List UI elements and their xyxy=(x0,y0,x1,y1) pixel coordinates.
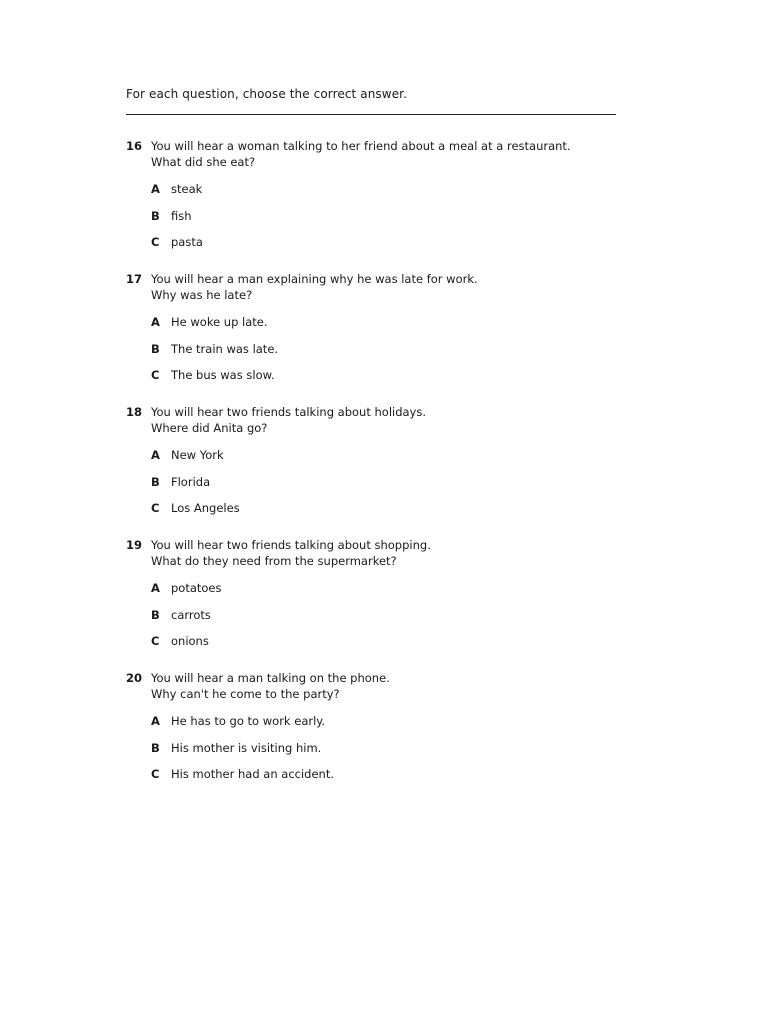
option-text: His mother had an accident. xyxy=(171,767,334,781)
option-b[interactable] xyxy=(151,740,646,756)
question-number: 16 xyxy=(126,139,143,153)
question-context: You will hear a woman talking to her friend about a meal at a restaurant. xyxy=(151,139,571,153)
question-20 xyxy=(126,670,646,793)
option-letter: B xyxy=(151,474,160,489)
option-a[interactable] xyxy=(151,713,646,729)
question-prompt xyxy=(151,404,646,436)
option-letter: C xyxy=(151,767,160,781)
question-prompt xyxy=(151,271,646,303)
question-ask: Why can't he come to the party? xyxy=(151,687,340,701)
question-context: You will hear a man explaining why he was late for work. xyxy=(151,272,478,286)
option-letter: B xyxy=(151,607,160,622)
option-text: Los Angeles xyxy=(171,501,240,515)
option-letter: C xyxy=(151,501,160,515)
answer-options xyxy=(151,580,646,649)
option-text: steak xyxy=(171,182,203,196)
question-number: 20 xyxy=(126,671,143,685)
option-c[interactable] xyxy=(151,234,646,250)
question-prompt xyxy=(151,138,646,170)
option-letter: A xyxy=(151,315,160,329)
option-a[interactable] xyxy=(151,181,646,197)
answer-options xyxy=(151,314,646,383)
question-ask: What do they need from the supermarket? xyxy=(151,554,397,568)
question-number: 17 xyxy=(126,272,143,286)
option-letter: C xyxy=(151,235,160,249)
option-letter: B xyxy=(151,740,160,755)
option-text: pasta xyxy=(171,235,203,249)
question-19 xyxy=(126,537,646,660)
option-b[interactable] xyxy=(151,474,646,490)
question-number: 19 xyxy=(126,538,143,552)
option-text: potatoes xyxy=(171,581,222,595)
answer-options xyxy=(151,713,646,782)
option-b[interactable] xyxy=(151,208,646,224)
option-letter: B xyxy=(151,341,160,356)
option-text: fish xyxy=(171,208,192,223)
question-context: You will hear two friends talking about shopping. xyxy=(151,538,431,552)
option-letter: C xyxy=(151,368,160,382)
question-header xyxy=(126,670,646,702)
option-a[interactable] xyxy=(151,314,646,330)
horizontal-rule xyxy=(126,114,616,115)
question-18 xyxy=(126,404,646,527)
option-letter: B xyxy=(151,208,160,223)
option-text: He has to go to work early. xyxy=(171,714,326,728)
option-text: The train was late. xyxy=(171,341,279,356)
option-letter: A xyxy=(151,448,160,462)
option-letter: C xyxy=(151,634,160,648)
question-prompt xyxy=(151,537,646,569)
instruction-text: For each question, choose the correct answer. xyxy=(126,87,408,101)
question-context: You will hear two friends talking about holidays. xyxy=(151,405,427,419)
option-a[interactable] xyxy=(151,447,646,463)
option-a[interactable] xyxy=(151,580,646,596)
option-text: New York xyxy=(171,448,224,462)
option-text: onions xyxy=(171,634,209,648)
question-header xyxy=(126,271,646,303)
option-text: His mother is visiting him. xyxy=(171,740,322,755)
question-17 xyxy=(126,271,646,394)
option-letter: A xyxy=(151,714,160,728)
answer-options xyxy=(151,447,646,516)
option-letter: A xyxy=(151,581,160,595)
option-c[interactable] xyxy=(151,633,646,649)
question-context: You will hear a man talking on the phone. xyxy=(151,671,390,685)
option-c[interactable] xyxy=(151,766,646,782)
question-ask: Why was he late? xyxy=(151,288,253,302)
question-16 xyxy=(126,138,646,261)
option-letter: A xyxy=(151,182,160,196)
option-b[interactable] xyxy=(151,341,646,357)
option-text: The bus was slow. xyxy=(171,368,275,382)
question-prompt xyxy=(151,670,646,702)
option-text: Florida xyxy=(171,474,211,489)
option-text: He woke up late. xyxy=(171,315,268,329)
answer-options xyxy=(151,181,646,250)
question-number: 18 xyxy=(126,405,143,419)
option-b[interactable] xyxy=(151,607,646,623)
question-ask: Where did Anita go? xyxy=(151,421,268,435)
question-ask: What did she eat? xyxy=(151,155,256,169)
question-header xyxy=(126,138,646,170)
option-text: carrots xyxy=(171,607,211,622)
question-header xyxy=(126,404,646,436)
option-c[interactable] xyxy=(151,500,646,516)
option-c[interactable] xyxy=(151,367,646,383)
question-header xyxy=(126,537,646,569)
